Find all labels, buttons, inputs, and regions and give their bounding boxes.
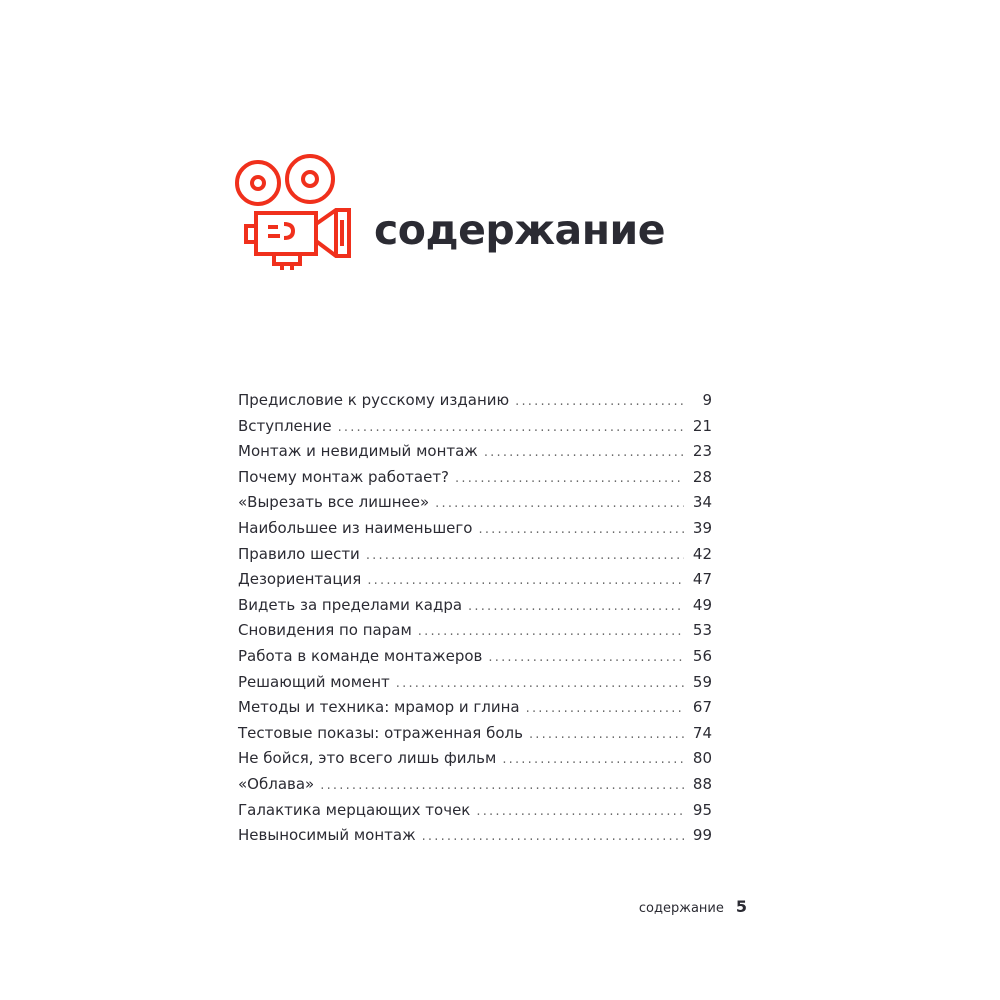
toc-entry[interactable]	[238, 490, 712, 516]
toc-entry-page: 74	[692, 723, 712, 742]
toc-dot-leader	[484, 440, 684, 466]
toc-entry-page: 49	[692, 595, 712, 614]
toc-entry-title: Почему монтаж работает?	[238, 467, 450, 486]
toc-entry-title: «Вырезать все лишнее»	[238, 493, 430, 512]
film-camera-icon	[232, 152, 354, 274]
toc-dot-leader	[396, 671, 684, 697]
toc-dot-leader	[455, 466, 684, 492]
toc-entry[interactable]	[238, 644, 712, 670]
toc-entry-page: 23	[692, 442, 712, 461]
toc-dot-leader	[502, 747, 684, 773]
toc-entry-page: 67	[692, 698, 712, 717]
toc-entry-page: 56	[692, 646, 712, 665]
toc-dot-leader	[526, 696, 684, 722]
toc-dot-leader	[488, 645, 684, 671]
toc-entry-title: Тестовые показы: отраженная боль	[238, 723, 523, 742]
toc-entry-title: Не бойся, это всего лишь фильм	[238, 749, 497, 768]
toc-entry[interactable]	[238, 746, 712, 772]
toc-entry-page: 34	[692, 493, 712, 512]
toc-entry[interactable]	[238, 593, 712, 619]
toc-entry[interactable]	[238, 721, 712, 747]
running-footer-label: содержание	[638, 901, 724, 916]
toc-entry-title: Невыносимый монтаж	[238, 826, 416, 845]
page-title: содержание	[374, 206, 666, 254]
toc-entry[interactable]	[238, 695, 712, 721]
page-footer	[639, 897, 747, 916]
toc-entry[interactable]	[238, 516, 712, 542]
toc-dot-leader	[435, 491, 684, 517]
toc-dot-leader	[366, 543, 684, 569]
toc-dot-leader	[468, 594, 684, 620]
toc-entry-page: 59	[692, 672, 712, 691]
toc-entry[interactable]	[238, 670, 712, 696]
table-of-contents	[238, 388, 712, 849]
toc-entry-title: Вступление	[238, 416, 332, 435]
toc-entry-title: «Облава»	[238, 774, 315, 793]
toc-entry[interactable]	[238, 618, 712, 644]
toc-entry-title: Видеть за пределами кадра	[238, 595, 463, 614]
toc-dot-leader	[515, 389, 684, 415]
toc-dot-leader	[478, 517, 684, 543]
toc-entry[interactable]	[238, 542, 712, 568]
toc-entry-title: Работа в команде монтажеров	[238, 646, 483, 665]
toc-entry[interactable]	[238, 772, 712, 798]
toc-entry[interactable]	[238, 823, 712, 849]
toc-entry-page: 95	[692, 800, 712, 819]
toc-entry-title: Предисловие к русскому изданию	[238, 391, 510, 409]
toc-entry-page: 47	[692, 570, 712, 589]
toc-dot-leader	[529, 722, 684, 748]
toc-entry-page: 99	[692, 826, 712, 845]
toc-entry-page: 53	[692, 621, 712, 640]
toc-entry-title: Наибольшее из наименьшего	[238, 518, 473, 537]
toc-entry[interactable]	[238, 414, 712, 440]
toc-entry-title: Решающий момент	[238, 672, 390, 691]
toc-dot-leader	[422, 824, 684, 850]
toc-entry-title: Сновидения по парам	[238, 621, 412, 640]
toc-entry-page: 28	[692, 467, 712, 486]
toc-entry-title: Правило шести	[238, 544, 360, 563]
toc-entry-page: 42	[692, 544, 712, 563]
toc-dot-leader	[320, 773, 684, 799]
toc-entry-title: Галактика мерцающих точек	[238, 800, 471, 819]
toc-dot-leader	[338, 415, 684, 441]
toc-entry-page: 80	[692, 749, 712, 768]
toc-entry-title: Дезориентация	[238, 570, 362, 589]
toc-entry[interactable]	[238, 439, 712, 465]
toc-dot-leader	[367, 568, 684, 594]
page-number: 5	[735, 897, 747, 916]
toc-dot-leader	[476, 799, 684, 825]
toc-entry[interactable]	[238, 388, 712, 414]
toc-entry[interactable]	[238, 465, 712, 491]
toc-entry[interactable]	[238, 798, 712, 824]
toc-entry-page: 88	[692, 774, 712, 793]
toc-entry-page: 9	[702, 391, 712, 409]
toc-entry-page: 21	[692, 416, 712, 435]
toc-entry-title: Методы и техника: мрамор и глина	[238, 698, 520, 717]
toc-entry[interactable]	[238, 567, 712, 593]
toc-entry-title: Монтаж и невидимый монтаж	[238, 442, 478, 461]
toc-entry-page: 39	[692, 518, 712, 537]
toc-dot-leader	[418, 619, 684, 645]
